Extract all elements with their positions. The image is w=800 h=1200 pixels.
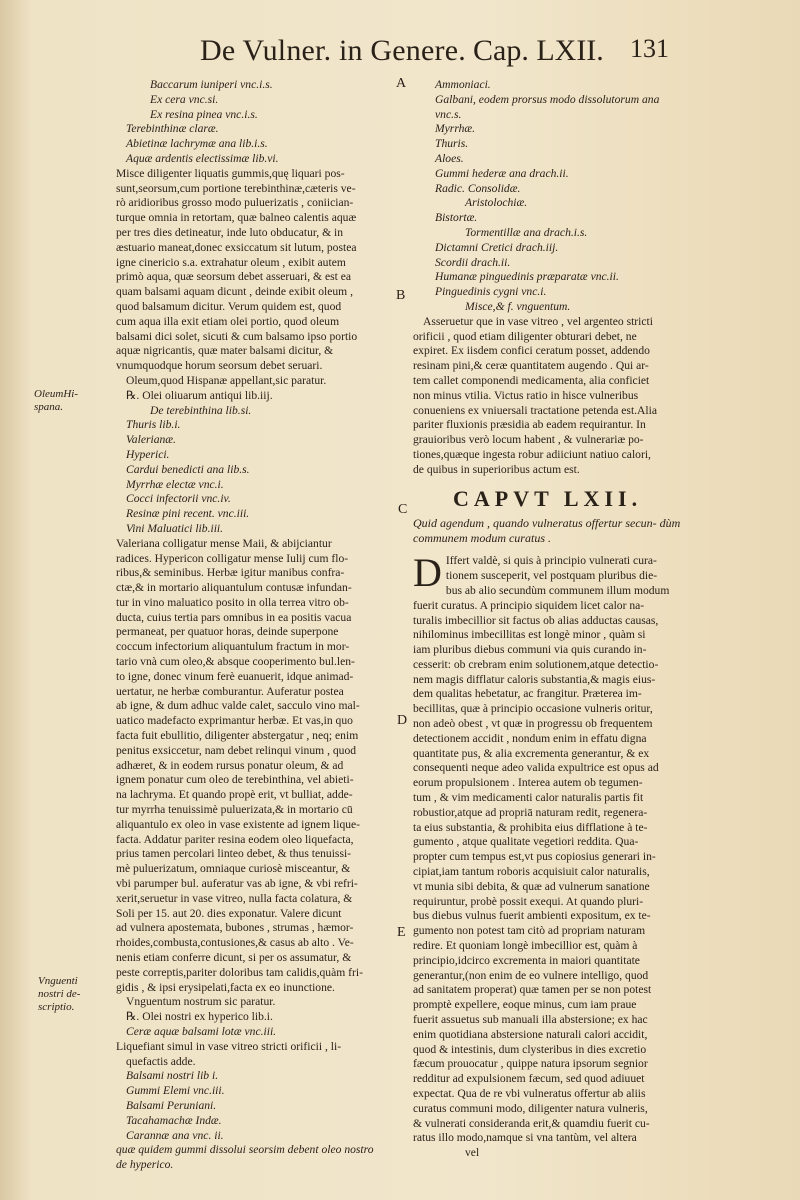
text-line: ad vulnera apostemata, bubones , strumas , hæmor- <box>116 921 354 935</box>
text-line: Asseruetur que in vase vitreo , vel argenteo stricti <box>423 314 653 328</box>
text-line: De terebinthina lib.si. <box>150 403 252 417</box>
text-line: expectat. Qua de re vbi vulneratus offertur ab aliis <box>413 1087 646 1100</box>
text-line: Abietinæ lachrymæ ana lib.i.s. <box>126 137 268 151</box>
text-line: Bistortæ. <box>435 211 478 225</box>
section-letter-a: A <box>396 76 407 91</box>
text-line: vnumquodque horum seorsum debet seruari. <box>116 359 323 373</box>
text-line: Aristolochiæ. <box>465 196 528 210</box>
text-line: Iffert valdè, si quis à principio vulnerati cura- <box>445 554 657 568</box>
text-line: iam pluribus diebus communi via quis curando in- <box>413 643 647 657</box>
text-line: tur in vino maluatico posito in olla terrea vitro ob- <box>116 595 349 609</box>
text-line: Soli per 15. aut 20. dies exponatur. Valere dicunt <box>116 906 342 920</box>
text-line: Vini Maluatici lib.iii. <box>126 521 224 535</box>
text-line: Scordii drach.ii. <box>435 255 511 269</box>
text-line: vnc.s. <box>435 107 462 121</box>
text-line: Ex resina pinea vnc.i.s. <box>150 107 258 121</box>
margin-note-oleum: OleumHi- spana. <box>34 388 78 413</box>
text-line: Radic. Consolidæ. <box>435 181 521 195</box>
text-line: gumento , atque qualitate vegetiori reddita. Qua- <box>413 835 639 849</box>
text-line: Tacahamachæ Indæ. <box>126 1113 222 1127</box>
text-line: de hyperico. <box>116 1158 174 1172</box>
text-line: Ex cera vnc.si. <box>150 92 219 106</box>
text-line: prius tamen percolari linteo debet, & thus tenuissi- <box>116 847 352 861</box>
text-line: tionem susceperit, vel postquam pluribus die- <box>445 569 658 583</box>
text-line: permaneat, per quatuor horas, deinde superpone <box>116 625 339 639</box>
text-line: propter cum tempus est,vt pus copiosius generari in- <box>413 850 656 864</box>
text-line: tum , & vim medicamenti calor naturalis partis fit <box>413 791 644 805</box>
text-line: quefactis adde. <box>126 1054 196 1068</box>
text-line: enim quotidiana abstersione naturali calori accidit, <box>413 1027 648 1041</box>
text-line: Resinæ pini recent. vnc.iii. <box>126 507 250 521</box>
text-line: nenis etiam conferre dicunt, si per os assumatur, & <box>116 951 352 965</box>
text-line: aquæ nigricantis, quæ mater balsami dicitur, & <box>116 344 334 358</box>
text-line: ribus,& seminibus. Herbæ igitur manibus confra- <box>116 566 345 580</box>
text-line: Liquefiant simul in vase vitreo stricti orificii , li- <box>116 1039 342 1053</box>
left-column <box>116 78 401 1173</box>
text-line: quam balsami aquam dicunt , deinde exibit oleum , <box>116 285 353 299</box>
text-line: fæcum prouocatur , quippe natura ipsorum segnior <box>413 1057 648 1071</box>
section-letter-b: B <box>396 288 406 303</box>
text-line: quod & intestinis, dum clysteribus in dies excretio <box>413 1042 647 1056</box>
text-line: grauioribus verò locum habent , & vulnerariæ po- <box>413 433 644 447</box>
text-line: cesserit: ob crebram enim solutionem,atque detectio- <box>413 657 659 671</box>
text-line: ratus illo modo,namque si vna tantùm, vel altera <box>413 1131 637 1145</box>
text-line: Hyperici. <box>126 447 170 461</box>
text-line: ab igne, & dum adhuc valde calet, sacculo vino mal- <box>116 699 360 713</box>
chapter-body <box>413 550 708 1161</box>
text-line: resinam pini,& ceræ quantitatem augendo . Qui ar- <box>413 359 649 373</box>
text-line: orificii , quod etiam diligenter obturari debet, ne <box>413 329 637 343</box>
text-line: gidis , & ipsi erysipelati,facta ex eo inunctione. <box>116 980 335 994</box>
text-line: vbi parumper bul. auferatur vas ab igne, & vbi refri- <box>116 877 358 891</box>
text-line: rò aridioribus grosso modo puluerizatis , coniician- <box>116 196 354 210</box>
text-line: Aloes. <box>435 151 464 165</box>
text-line: Baccarum iuniperi vnc.i.s. <box>150 78 273 91</box>
text-line: Gummi Elemi vnc.iii. <box>126 1084 225 1098</box>
text-line: turalis imbecillior sit factus ob alias adductas causas, <box>413 613 659 627</box>
text-line: Pinguedinis cygni vnc.i. <box>435 285 547 299</box>
text-line: Balsami Peruniani. <box>126 1098 217 1112</box>
text-line: non adeò obest , vt quæ in progressu ob frequentem <box>413 717 653 731</box>
header-title: De Vulner. in Genere. <box>200 34 466 67</box>
text-line: Ceræ aquæ balsami lotæ vnc.iii. <box>126 1025 277 1038</box>
text-line: Vnguentum nostrum sic paratur. <box>126 995 276 1009</box>
text-line: Valerianæ. <box>126 433 176 447</box>
text-line: expiret. Ex iisdem confici ceratum posset, addendo <box>413 344 650 358</box>
text-line: Aquæ ardentis electissimæ lib.vi. <box>126 151 279 165</box>
chapter-subtitle: Quid agendum , quando vulneratus offertur secun- dùm communem modum curatus . <box>413 516 681 546</box>
text-line: Misce,& f. vnguentum. <box>465 299 571 313</box>
text-line: ctæ,& in mortario aliquantulum contusæ infundan- <box>116 581 352 595</box>
header-chapter: Cap. LXII. <box>473 34 604 67</box>
text-line: radices. Hypericon colligatur mense Iulij cum flo- <box>116 551 349 565</box>
text-line: to igne, donec vinum ferè euanuerit, idque animad- <box>116 669 354 683</box>
text-line: vt munia sibi debita, & quæ ad vulnerum sanatione <box>413 879 650 893</box>
text-line: ad sanitatem properat) quæ tamen per se non potest <box>413 983 652 997</box>
text-line: principio,idcirco excrementa in maiori quantitate <box>413 953 640 967</box>
text-line: quæ quidem gummi dissolui seorsim debent oleo nostro <box>116 1143 374 1157</box>
text-line: Misce diligenter liquatis gummis,quę liquari pos- <box>116 166 345 180</box>
text-line: æstuario maneat,donec exsiccatum sit lutum, postea <box>116 240 357 254</box>
right-column <box>413 78 708 1161</box>
text-line: redire. Et quoniam longè imbecillior est, quàm à <box>413 939 638 953</box>
text-line: ducta, cuius tertia pars omnibus in ea positis vacua <box>116 610 352 624</box>
text-line: turque omnia in retortam, quæ balneo calentis aquæ <box>116 211 357 225</box>
text-line: promptè expellere, eoque minus, cum iam praue <box>413 998 637 1012</box>
text-line: Valeriana colligatur mense Maii, & abijciantur <box>116 536 332 550</box>
text-line: tiones,quæque ingesta robur adiiciunt natiuo calori, <box>413 447 651 461</box>
text-line: uertatur, ne herbæ comburantur. Auferatur postea <box>116 684 344 698</box>
text-line: quod balsamum dicitur. Verum quidem est, quod <box>116 299 342 313</box>
text-line: Terebinthinæ claræ. <box>126 122 219 136</box>
text-line: Cocci infectorii vnc.iv. <box>126 492 231 506</box>
text-line: uatico madefacto exprimantur herbæ. Et vas,in quo <box>116 714 353 728</box>
text-line: Galbani, eodem prorsus modo dissolutorum ana <box>435 92 660 106</box>
text-line: & vulnerati consideranda erit,& quamdiu fuerit cu- <box>413 1116 650 1130</box>
text-line: Tormentillæ ana drach.i.s. <box>465 225 588 239</box>
text-line: dem qualitas hebetatur, ac frangitur. Præterea im- <box>413 687 642 701</box>
text-line: Oleum,quod Hispanæ appellant,sic paratur. <box>126 373 327 387</box>
text-line: Cardui benedicti ana lib.s. <box>126 462 250 476</box>
text-line: rhoides,combusta,contusiones,& casus ab alto . Ve- <box>116 936 354 950</box>
text-line: facta fuit ebullitio, diligenter abstergatur , neq; enim <box>116 729 359 743</box>
text-line: generantur,(non enim de eo vulnere intelligo, quod <box>413 968 649 982</box>
text-line: tur myrrha tenuissimè puluerizata,& in mortario cū <box>116 803 353 817</box>
text-line: Myrrhæ. <box>435 122 476 136</box>
text-line: xerit,seruetur in vase vitreo, nulla facta colatura, & <box>116 891 353 905</box>
text-line: Ammoniaci. <box>435 78 491 91</box>
text-line: non minus vtilia. Victus ratio in hisce vulneribus <box>413 388 639 402</box>
text-line: robustior,atque ad propriā naturam redit, regenera- <box>413 805 648 819</box>
text-line: bus ab alio secundùm communem illum modum <box>445 583 670 597</box>
text-line: Thuris. <box>435 137 469 151</box>
text-line: bus diebus vulnus fuerit ambienti expositum, ex te- <box>413 909 651 923</box>
text-line: coccum infectorium aliquantulum fractum in mor- <box>116 640 350 654</box>
text-line: nihilominus imbecillitas est longè minor , quàm si <box>413 628 646 642</box>
section-letter-c: C <box>398 502 408 517</box>
text-line: tem callet componendi medicamenta, alia conficiet <box>413 373 650 387</box>
text-line: fuerit assuetus sub manuali illa abstersione; ex hac <box>413 1013 648 1027</box>
text-line: tario vnà cum oleo,& absque cooperimento bul.len- <box>116 655 355 669</box>
text-line: Humanæ pinguedinis præparatæ vnc.ii. <box>435 270 619 284</box>
text-line: sunt,seorsum,cum portione terebinthinæ,cæteris ve- <box>116 181 356 195</box>
text-line: ta eius substantia, & prohibita eius difflatione à te- <box>413 820 648 834</box>
text-line: nem magis difflatur caloris substantia,& magis eius- <box>413 672 656 686</box>
text-line: per tres dies detineatur, inde luto obducatur, & in <box>116 225 344 239</box>
text-line: na lachryma. Et quando propè erit, vt bulliat, adde- <box>116 788 353 802</box>
text-line: vel <box>465 1146 480 1160</box>
text-line: facta. Addatur pariter resina eodem oleo liquefacta, <box>116 832 354 846</box>
text-line: ℞. Olei oliuarum antiqui lib.iij. <box>126 388 273 402</box>
text-line: detectionem accidit , nondum enim in effatu digna <box>413 731 647 745</box>
section-letter-e: E <box>397 925 406 940</box>
text-line: Carannæ ana vnc. ii. <box>126 1128 224 1142</box>
text-line: Gummi hederæ ana drach.ii. <box>435 166 569 180</box>
drop-cap: D <box>413 550 442 596</box>
text-line: Dictamni Cretici drach.iij. <box>435 240 559 254</box>
section-letter-d: D <box>397 713 408 728</box>
running-header <box>150 34 790 74</box>
text-line: igne cinericio s.a. extrahatur oleum , exibit autem <box>116 255 346 269</box>
text-line: becillitas, quæ à principio occasione vulneris oritur, <box>413 702 653 716</box>
text-line: Thuris lib.i. <box>126 418 181 432</box>
text-line: pariter fluxionis præsidia ab eadem requirantur. In <box>413 418 646 432</box>
text-line: de quibus in superioribus actum est. <box>413 462 580 476</box>
text-line: aliquantulo ex oleo in vase existente ad ignem lique- <box>116 817 361 831</box>
text-line: cum aqua illa exit etiam olei portio, quod oleum <box>116 314 340 328</box>
text-line: gumento non potest tam citò ad propriam naturam <box>413 924 646 938</box>
text-line: ℞. Olei nostri ex hyperico lib.i. <box>126 1010 273 1024</box>
text-line: eorum propulsionem . Interea autem ob tegumen- <box>413 776 643 790</box>
text-line: Myrrhæ electæ vnc.i. <box>126 477 224 491</box>
text-line: requiruntur, probè possit exequi. At quando pluri- <box>413 894 644 908</box>
page-number: 131 <box>630 34 669 63</box>
text-line: redditur ad expulsionem fæcum, sed quod adiuuet <box>413 1072 645 1086</box>
text-line: adhæret, & in eodem rursus ponatur oleum, & ad <box>116 758 344 772</box>
text-line: consequenti neque adeo valida expultrice est opus ad <box>413 761 659 775</box>
text-line: primò aqua, quæ seorsum debet asseruari, & est ea <box>116 270 352 284</box>
text-line: fuerit curatus. A principio siquidem licet calor na- <box>413 598 645 612</box>
text-line: mè puluerizatum, omniaque curiosè misceantur, & <box>116 862 351 876</box>
text-line: Balsami nostri lib i. <box>126 1069 219 1083</box>
text-line: balsami dici solet, sicuti & cum balsamo ipso portio <box>116 329 358 343</box>
text-line: peste correptis,pariter doloribus tam calidis,quàm fri- <box>116 965 363 979</box>
recipe-continuation <box>413 78 708 478</box>
chapter-heading: CAPVT LXII. <box>453 485 643 511</box>
margin-note-unguenti: Vnguenti nostri de- scriptio. <box>38 975 81 1013</box>
text-line: cipiat,iam tantum roboris acquisiuit calor naturalis, <box>413 865 650 879</box>
text-line: penitus exsiccetur, nam debet relinqui vinum , quod <box>116 743 357 757</box>
text-line: conueniens ex vniuersali tractatione petenda est.Alia <box>413 403 658 417</box>
text-line: curatus communi modo, diligenter natura vulneris, <box>413 1101 648 1115</box>
text-line: quantitate pus, & alia excrementa generantur, & ex <box>413 746 650 760</box>
text-line: ignem ponatur cum oleo de terebinthina, vel abieti- <box>116 773 354 787</box>
